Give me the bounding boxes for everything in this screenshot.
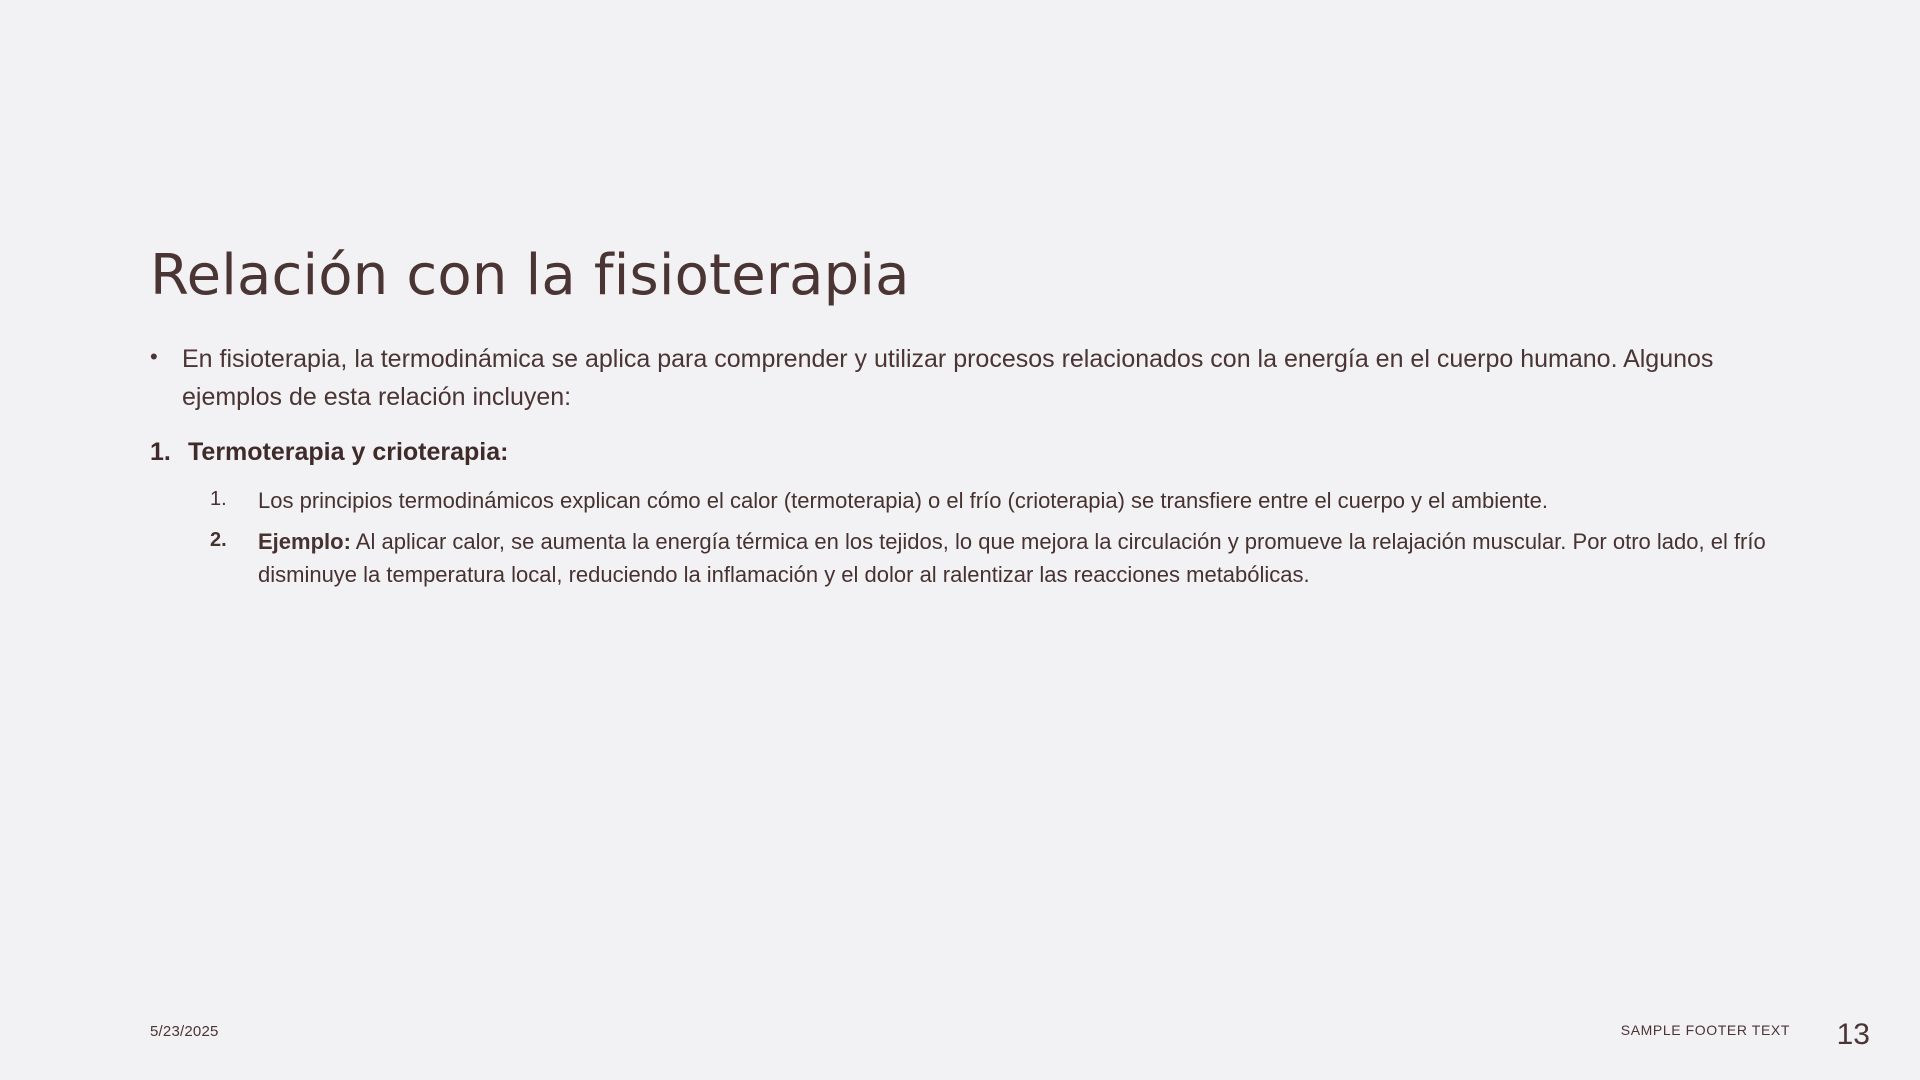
page-title: Relación con la fisioterapia bbox=[150, 242, 910, 308]
list-item bbox=[150, 340, 1790, 416]
footer-date: 5/23/2025 bbox=[150, 1023, 219, 1040]
list-marker: 1. bbox=[150, 438, 171, 466]
list-item-body: Al aplicar calor, se aumenta la energía térmica en los tejidos, lo que mejora la circulación y promueve la relajación muscular. Por otro lado, el frío disminuye la temperatura local, reduciendo la inflamación y el dolor al ralentizar las reacciones metabólicas. bbox=[258, 528, 1766, 587]
list-item bbox=[210, 484, 1790, 517]
list-item-body: Los principios termodinámicos explican cómo el calor (termoterapia) o el frío (crioterapia) se transfiere entre el cuerpo y el ambiente. bbox=[258, 487, 1549, 513]
bullet-marker: • bbox=[150, 344, 158, 369]
list-item-heading bbox=[150, 434, 1790, 472]
slide-body bbox=[150, 340, 1790, 599]
list-marker: 2. bbox=[210, 528, 227, 551]
list-item-text bbox=[258, 525, 1778, 591]
section-heading: Termoterapia y crioterapia: bbox=[188, 438, 509, 466]
list-item-lead: Ejemplo: bbox=[258, 528, 351, 554]
list-item-text bbox=[258, 484, 1778, 517]
footer-text: SAMPLE FOOTER TEXT bbox=[1620, 1022, 1790, 1038]
list-item bbox=[210, 525, 1790, 591]
page-number: 13 bbox=[1836, 1018, 1870, 1051]
sub-list bbox=[210, 484, 1790, 591]
list-marker: 1. bbox=[210, 487, 227, 510]
bullet-text: En fisioterapia, la termodinámica se aplica para comprender y utilizar procesos relacionados con la energía en el cuerpo humano. Algunos ejemplos de esta relación incluyen: bbox=[182, 345, 1714, 411]
